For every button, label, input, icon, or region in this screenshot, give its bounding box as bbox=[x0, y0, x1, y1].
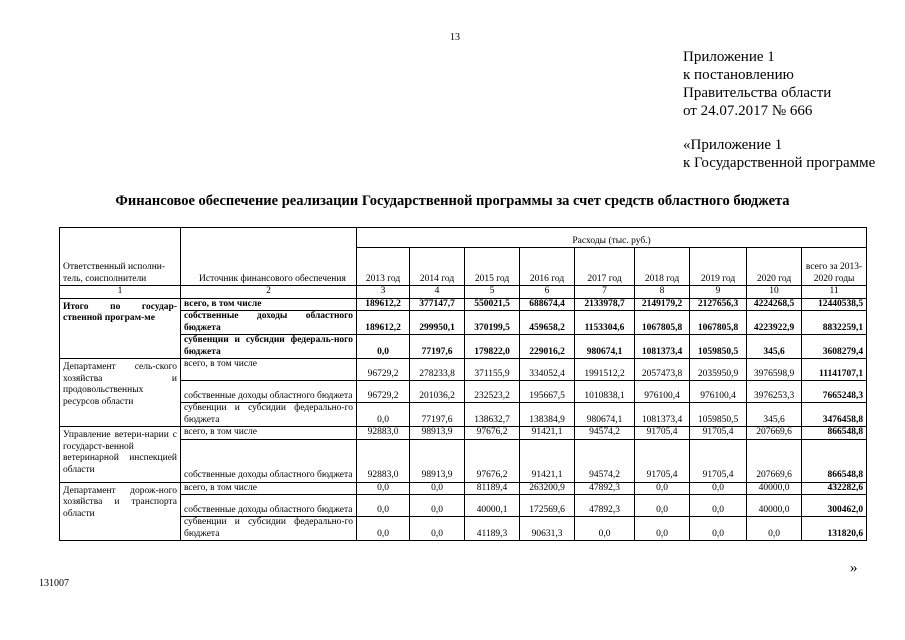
value-cell: 91421,1 bbox=[520, 427, 575, 440]
closing-quote: » bbox=[850, 560, 858, 576]
value-cell: 189612,2 bbox=[357, 311, 410, 335]
column-index: 7 bbox=[575, 286, 635, 299]
document-title: Финансовое обеспечение реализации Государственной программы за счет средств областного бюджета bbox=[115, 193, 790, 209]
total-cell: 3476458,8 bbox=[802, 403, 867, 427]
column-index: 2 bbox=[181, 286, 357, 299]
value-cell: 263200,9 bbox=[520, 482, 575, 495]
year-header: 2019 год bbox=[690, 248, 747, 286]
value-cell: 1010838,1 bbox=[575, 381, 635, 403]
value-cell: 40000,0 bbox=[747, 482, 802, 495]
value-cell: 47892,3 bbox=[575, 482, 635, 495]
value-cell: 980674,1 bbox=[575, 403, 635, 427]
column-index: 5 bbox=[465, 286, 520, 299]
page-number: 13 bbox=[450, 32, 460, 43]
funding-source: субвенции и субсидии федерально-го бюджета bbox=[181, 403, 357, 427]
table-header bbox=[60, 228, 867, 299]
value-cell: 189612,2 bbox=[357, 298, 410, 311]
table-row bbox=[60, 517, 867, 541]
value-cell: 91705,4 bbox=[635, 427, 690, 440]
value-cell: 0,0 bbox=[575, 517, 635, 541]
value-cell: 207669,6 bbox=[747, 427, 802, 440]
column-index: 8 bbox=[635, 286, 690, 299]
value-cell: 0,0 bbox=[357, 517, 410, 541]
approval-line: Приложение 1 bbox=[683, 49, 775, 65]
value-cell: 0,0 bbox=[635, 482, 690, 495]
column-index: 10 bbox=[747, 286, 802, 299]
value-cell: 0,0 bbox=[410, 517, 465, 541]
value-cell: 90631,3 bbox=[520, 517, 575, 541]
value-cell: 92883,0 bbox=[357, 427, 410, 440]
responsible-executor: Департамент дорож-ного хозяйства и транспорта области bbox=[60, 482, 181, 541]
year-header: 2017 год bbox=[575, 248, 635, 286]
value-cell: 91705,4 bbox=[690, 439, 747, 482]
funding-source: собственные доходы областного бюджета bbox=[181, 439, 357, 482]
table-row bbox=[60, 298, 867, 311]
value-cell: 2149179,2 bbox=[635, 298, 690, 311]
responsible-executor: Итого по государ-ственной програм-ме bbox=[60, 298, 181, 359]
value-cell: 172569,6 bbox=[520, 495, 575, 517]
column-index: 9 bbox=[690, 286, 747, 299]
value-cell: 1067805,8 bbox=[635, 311, 690, 335]
value-cell: 0,0 bbox=[635, 517, 690, 541]
appendix-line: к Государственной программе bbox=[683, 155, 876, 171]
funding-source: собственные доходы областного бюджета bbox=[181, 495, 357, 517]
value-cell: 1081373,4 bbox=[635, 335, 690, 359]
table-row bbox=[60, 335, 867, 359]
value-cell: 94574,2 bbox=[575, 439, 635, 482]
table-row bbox=[60, 311, 867, 335]
funding-source: субвенции и субсидии федераль-ного бюджета bbox=[181, 335, 357, 359]
header-source: Источник финансового обеспечения bbox=[181, 228, 357, 286]
funding-source: всего, в том числе bbox=[181, 482, 357, 495]
value-cell: 91705,4 bbox=[635, 439, 690, 482]
year-header: 2020 год bbox=[747, 248, 802, 286]
value-cell: 0,0 bbox=[357, 335, 410, 359]
value-cell: 3976253,3 bbox=[747, 381, 802, 403]
value-cell: 138384,9 bbox=[520, 403, 575, 427]
value-cell: 980674,1 bbox=[575, 335, 635, 359]
value-cell: 1153304,6 bbox=[575, 311, 635, 335]
responsible-executor: Департамент сель-ского хозяйства и продовольственных ресурсов области bbox=[60, 359, 181, 427]
total-cell: 866548,8 bbox=[802, 427, 867, 440]
table-row bbox=[60, 427, 867, 440]
value-cell: 179822,0 bbox=[465, 335, 520, 359]
value-cell: 370199,5 bbox=[465, 311, 520, 335]
value-cell: 92883,0 bbox=[357, 439, 410, 482]
value-cell: 0,0 bbox=[357, 482, 410, 495]
year-header: 2015 год bbox=[465, 248, 520, 286]
total-cell: 12440538,5 bbox=[802, 298, 867, 311]
value-cell: 377147,7 bbox=[410, 298, 465, 311]
value-cell: 550021,5 bbox=[465, 298, 520, 311]
table-row bbox=[60, 359, 867, 381]
value-cell: 98913,9 bbox=[410, 427, 465, 440]
value-cell: 96729,2 bbox=[357, 359, 410, 381]
value-cell: 0,0 bbox=[410, 482, 465, 495]
value-cell: 345,6 bbox=[747, 403, 802, 427]
value-cell: 1059850,5 bbox=[690, 335, 747, 359]
approval-line: Правительства области bbox=[683, 85, 832, 101]
header-expenses: Расходы (тыс. руб.) bbox=[357, 228, 867, 248]
table-body bbox=[60, 298, 867, 541]
column-index: 6 bbox=[520, 286, 575, 299]
value-cell: 1067805,8 bbox=[690, 311, 747, 335]
value-cell: 299950,1 bbox=[410, 311, 465, 335]
value-cell: 0,0 bbox=[635, 495, 690, 517]
column-index: 11 bbox=[802, 286, 867, 299]
value-cell: 0,0 bbox=[357, 403, 410, 427]
year-header: 2014 год bbox=[410, 248, 465, 286]
value-cell: 371155,9 bbox=[465, 359, 520, 381]
total-cell: 432282,6 bbox=[802, 482, 867, 495]
value-cell: 459658,2 bbox=[520, 311, 575, 335]
value-cell: 2035950,9 bbox=[690, 359, 747, 381]
value-cell: 232523,2 bbox=[465, 381, 520, 403]
value-cell: 0,0 bbox=[410, 495, 465, 517]
value-cell: 229016,2 bbox=[520, 335, 575, 359]
value-cell: 91421,1 bbox=[520, 439, 575, 482]
value-cell: 77197,6 bbox=[410, 335, 465, 359]
value-cell: 688674,4 bbox=[520, 298, 575, 311]
value-cell: 1991512,2 bbox=[575, 359, 635, 381]
total-cell: 131820,6 bbox=[802, 517, 867, 541]
value-cell: 207669,6 bbox=[747, 439, 802, 482]
header-responsible: Ответственный исполни-тель, соисполнители bbox=[60, 228, 181, 286]
year-header: 2018 год bbox=[635, 248, 690, 286]
value-cell: 91705,4 bbox=[690, 427, 747, 440]
approval-block bbox=[683, 48, 831, 120]
value-cell: 976100,4 bbox=[690, 381, 747, 403]
value-cell: 97676,2 bbox=[465, 439, 520, 482]
value-cell: 0,0 bbox=[690, 482, 747, 495]
value-cell: 1059850,5 bbox=[690, 403, 747, 427]
financing-table bbox=[59, 227, 867, 541]
table-row bbox=[60, 495, 867, 517]
value-cell: 334052,4 bbox=[520, 359, 575, 381]
value-cell: 2133978,7 bbox=[575, 298, 635, 311]
funding-source: собственные доходы областного бюджета bbox=[181, 311, 357, 335]
column-index: 4 bbox=[410, 286, 465, 299]
value-cell: 47892,3 bbox=[575, 495, 635, 517]
responsible-executor: Управление ветери-нарии с государст-венной ветеринарной инспекцией области bbox=[60, 427, 181, 483]
value-cell: 976100,4 bbox=[635, 381, 690, 403]
value-cell: 278233,8 bbox=[410, 359, 465, 381]
value-cell: 96729,2 bbox=[357, 381, 410, 403]
value-cell: 77197,6 bbox=[410, 403, 465, 427]
funding-source: субвенции и субсидии федерально-го бюджета bbox=[181, 517, 357, 541]
value-cell: 201036,2 bbox=[410, 381, 465, 403]
value-cell: 94574,2 bbox=[575, 427, 635, 440]
total-cell: 8832259,1 bbox=[802, 311, 867, 335]
value-cell: 2057473,8 bbox=[635, 359, 690, 381]
approval-line: к постановлению bbox=[683, 67, 794, 83]
value-cell: 3976598,9 bbox=[747, 359, 802, 381]
value-cell: 0,0 bbox=[690, 517, 747, 541]
value-cell: 195667,5 bbox=[520, 381, 575, 403]
footer-code: 131007 bbox=[39, 578, 69, 589]
value-cell: 4224268,5 bbox=[747, 298, 802, 311]
total-cell: 3608279,4 bbox=[802, 335, 867, 359]
approval-line: от 24.07.2017 № 666 bbox=[683, 103, 813, 119]
value-cell: 0,0 bbox=[357, 495, 410, 517]
total-cell: 7665248,3 bbox=[802, 381, 867, 403]
value-cell: 2127656,3 bbox=[690, 298, 747, 311]
appendix-line: «Приложение 1 bbox=[683, 137, 783, 153]
value-cell: 40000,1 bbox=[465, 495, 520, 517]
value-cell: 40000,0 bbox=[747, 495, 802, 517]
value-cell: 81189,4 bbox=[465, 482, 520, 495]
table-row bbox=[60, 403, 867, 427]
table-row bbox=[60, 381, 867, 403]
total-cell: 11141707,1 bbox=[802, 359, 867, 381]
value-cell: 98913,9 bbox=[410, 439, 465, 482]
funding-source: всего, в том числе bbox=[181, 359, 357, 381]
value-cell: 1081373,4 bbox=[635, 403, 690, 427]
appendix-block bbox=[683, 136, 875, 172]
table-row bbox=[60, 439, 867, 482]
table-row bbox=[60, 482, 867, 495]
value-cell: 41189,3 bbox=[465, 517, 520, 541]
total-header: всего за 2013-2020 годы bbox=[802, 248, 867, 286]
value-cell: 345,6 bbox=[747, 335, 802, 359]
total-cell: 866548,8 bbox=[802, 439, 867, 482]
column-index: 1 bbox=[60, 286, 181, 299]
funding-source: собственные доходы областного бюджета bbox=[181, 381, 357, 403]
value-cell: 97676,2 bbox=[465, 427, 520, 440]
value-cell: 138632,7 bbox=[465, 403, 520, 427]
total-cell: 300462,0 bbox=[802, 495, 867, 517]
year-header: 2013 год bbox=[357, 248, 410, 286]
column-index: 3 bbox=[357, 286, 410, 299]
funding-source: всего, в том числе bbox=[181, 427, 357, 440]
year-header: 2016 год bbox=[520, 248, 575, 286]
value-cell: 0,0 bbox=[690, 495, 747, 517]
value-cell: 4223922,9 bbox=[747, 311, 802, 335]
value-cell: 0,0 bbox=[747, 517, 802, 541]
funding-source: всего, в том числе bbox=[181, 298, 357, 311]
